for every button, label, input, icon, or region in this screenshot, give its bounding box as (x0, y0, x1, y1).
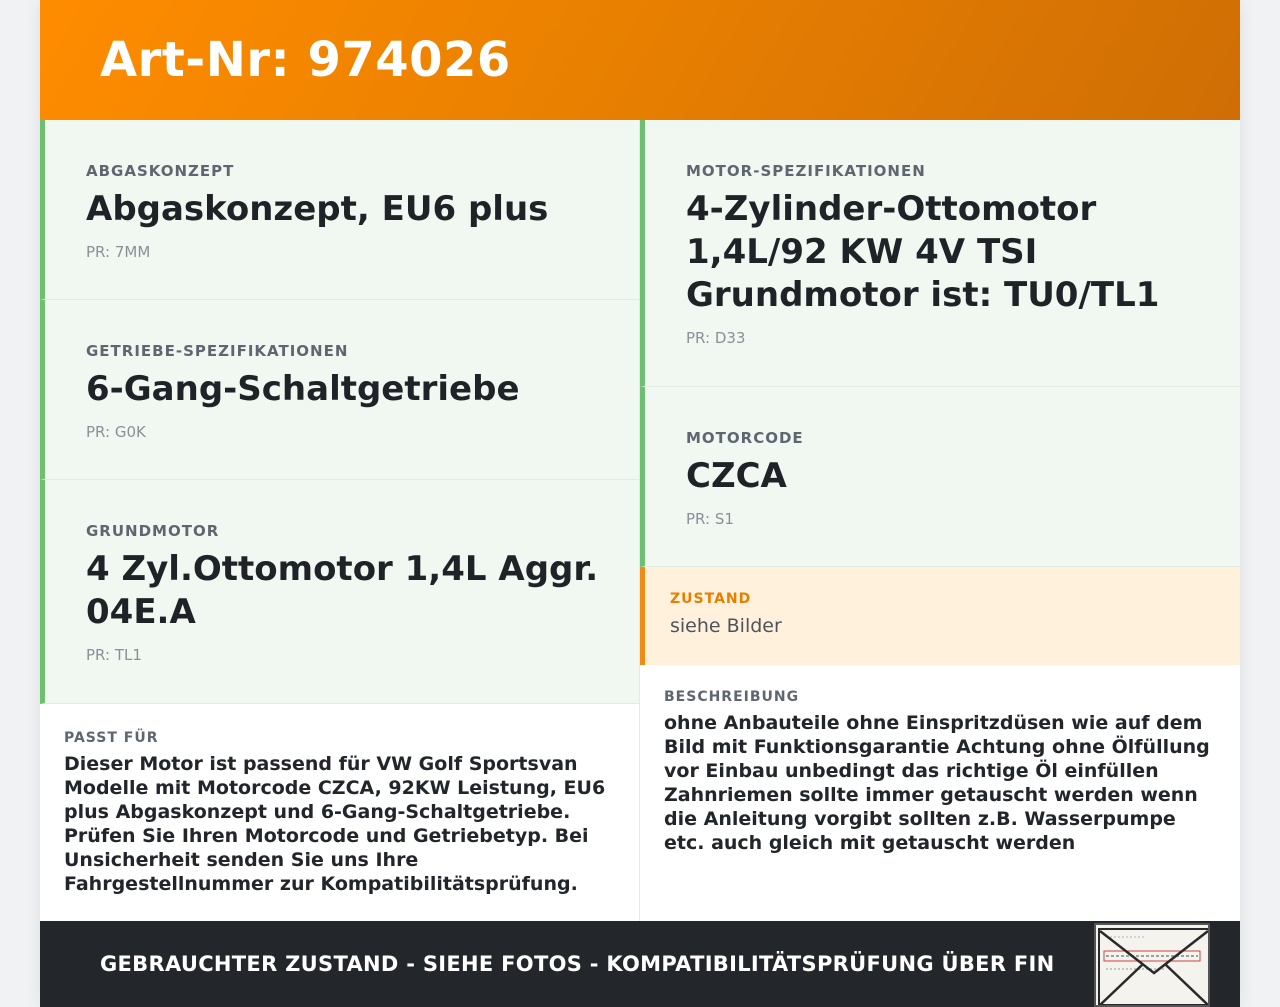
spec-value: 4 Zyl.Ottomotor 1,4L Aggr. 04E.A (86, 549, 599, 632)
product-sheet (40, 0, 1240, 1007)
footer-text: GEBRAUCHTER ZUSTAND - SIEHE FOTOS - KOMPATIBILITÄTSPRÜFUNG ÜBER FIN (100, 952, 1055, 976)
passt-fuer-section (40, 704, 639, 896)
header (40, 0, 1240, 120)
spec-pr-code: PR: G0K (86, 423, 146, 441)
spec-value: CZCA (686, 456, 787, 496)
passt-fuer-text: Dieser Motor ist passend für VW Golf Sportsvan Modelle mit Motorcode CZCA, 92KW Leistung, EU6 plus Abgaskonzept und 6-Gang-Schaltgetriebe. Prüfen Sie Ihren Motorcode und Getriebetyp. Bei Unsicherheit senden Sie uns Ihre Fahrgestellnummer zur Kompatibilitätsprüfung. (64, 753, 606, 895)
spec-grundmotor (40, 480, 639, 704)
spec-label: ABGASKONZEPT (86, 162, 235, 180)
product-thumbnail-image[interactable] (1094, 923, 1210, 1007)
spec-label: MOTORCODE (686, 429, 804, 447)
content-columns (40, 120, 1240, 921)
page-title: Art-Nr: 974026 (100, 32, 511, 88)
spec-label: MOTOR-SPEZIFIKATIONEN (686, 162, 926, 180)
zustand-label: ZUSTAND (670, 591, 752, 607)
spec-motorcode (640, 387, 1240, 567)
spec-value: 4-Zylinder-Ottomotor 1,4L/92 KW 4V TSI Grundmotor ist: TU0/TL1 (686, 189, 1160, 315)
left-column (40, 120, 640, 921)
beschreibung-section (640, 665, 1240, 855)
spec-label: GRUNDMOTOR (86, 522, 220, 540)
spec-pr-code: PR: 7MM (86, 243, 151, 261)
spec-abgaskonzept (40, 120, 639, 300)
zustand-value: siehe Bilder (670, 615, 782, 637)
spec-getriebe (40, 300, 639, 480)
beschreibung-text: ohne Anbauteile ohne Einspritzdüsen wie auf dem Bild mit Funktionsgarantie Achtung ohne Ölfüllung vor Einbau unbedingt das richtige Öl einfüllen Zahnriemen sollte immer getauscht werden wenn die Anleitung vorgibt sollten z.B. Wasserpumpe etc. auch gleich mit getauscht werden (664, 712, 1210, 854)
spec-motor (640, 120, 1240, 387)
spec-pr-code: PR: D33 (686, 329, 746, 347)
spec-value: 6-Gang-Schaltgetriebe (86, 369, 520, 409)
spec-value: Abgaskonzept, EU6 plus (86, 189, 549, 229)
spec-pr-code: PR: TL1 (86, 646, 142, 664)
right-column (640, 120, 1240, 921)
spec-pr-code: PR: S1 (686, 510, 734, 528)
spec-label: GETRIEBE-SPEZIFIKATIONEN (86, 342, 349, 360)
passt-fuer-label: PASST FÜR (64, 730, 159, 746)
beschreibung-label: BESCHREIBUNG (664, 689, 800, 705)
footer-banner (40, 921, 1240, 1007)
envelope-icon (1096, 925, 1210, 1007)
zustand-section (640, 567, 1240, 665)
